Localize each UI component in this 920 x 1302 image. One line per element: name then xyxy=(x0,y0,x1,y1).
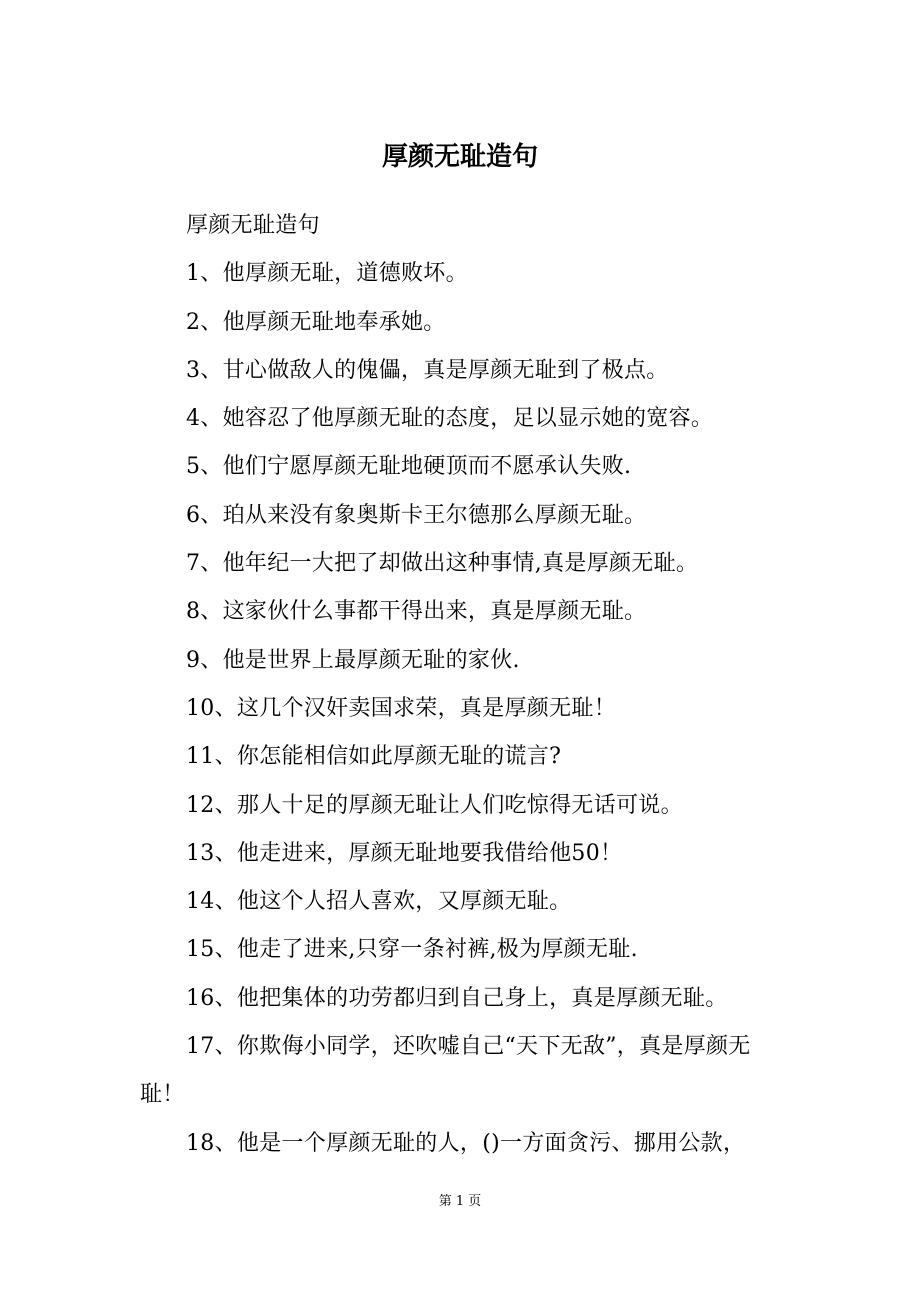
sentence-item: 18、他是一个厚颜无耻的人，()一方面贪污、挪用公款， xyxy=(186,1130,746,1156)
document-title: 厚颜无耻造句 xyxy=(381,142,538,172)
subtitle: 厚颜无耻造句 xyxy=(186,213,320,238)
sentence-item: 1、他厚颜无耻，道德败坏。 xyxy=(186,261,468,287)
page-number: 第 1 页 xyxy=(438,1194,482,1209)
sentence-item: 11、你怎能相信如此厚颜无耻的谎言? xyxy=(186,744,562,770)
sentence-item: 10、这几个汉奸卖国求荣，真是厚颜无耻！ xyxy=(186,695,616,721)
sentence-item: 2、他厚颜无耻地奉承她。 xyxy=(186,309,446,335)
sentence-item: 15、他走了进来,只穿一条衬裤,极为厚颜无耻. xyxy=(186,937,638,963)
sentence-item: 13、他走进来，厚颜无耻地要我借给他50！ xyxy=(186,840,623,866)
sentence-item: 16、他把集体的功劳都归到自己身上，真是厚颜无耻。 xyxy=(186,985,728,1011)
sentence-item: 6、珀从来没有象奥斯卡王尔德那么厚颜无耻。 xyxy=(186,502,647,528)
sentence-item: 12、那人十足的厚颜无耻让人们吃惊得无话可说。 xyxy=(186,792,683,818)
sentence-item: 4、她容忍了他厚颜无耻的态度，足以显示她的宽容。 xyxy=(186,406,714,432)
sentence-item: 17、你欺侮小同学，还吹嘘自己“天下无敌”，真是厚颜无耻！ xyxy=(140,1034,751,1108)
document-body xyxy=(140,202,785,1168)
sentence-item: 3、甘心做敌人的傀儡，真是厚颜无耻到了极点。 xyxy=(186,357,669,383)
sentence-item: 14、他这个人招人喜欢，又厚颜无耻。 xyxy=(186,889,572,915)
sentence-item: 5、他们宁愿厚颜无耻地硬顶而不愿承认失败. xyxy=(186,454,632,480)
sentence-item: 9、他是世界上最厚颜无耻的家伙. xyxy=(186,647,520,673)
sentence-item: 8、这家伙什么事都干得出来，真是厚颜无耻。 xyxy=(186,599,647,625)
sentence-item: 7、他年纪一大把了却做出这种事情,真是厚颜无耻。 xyxy=(186,551,699,577)
